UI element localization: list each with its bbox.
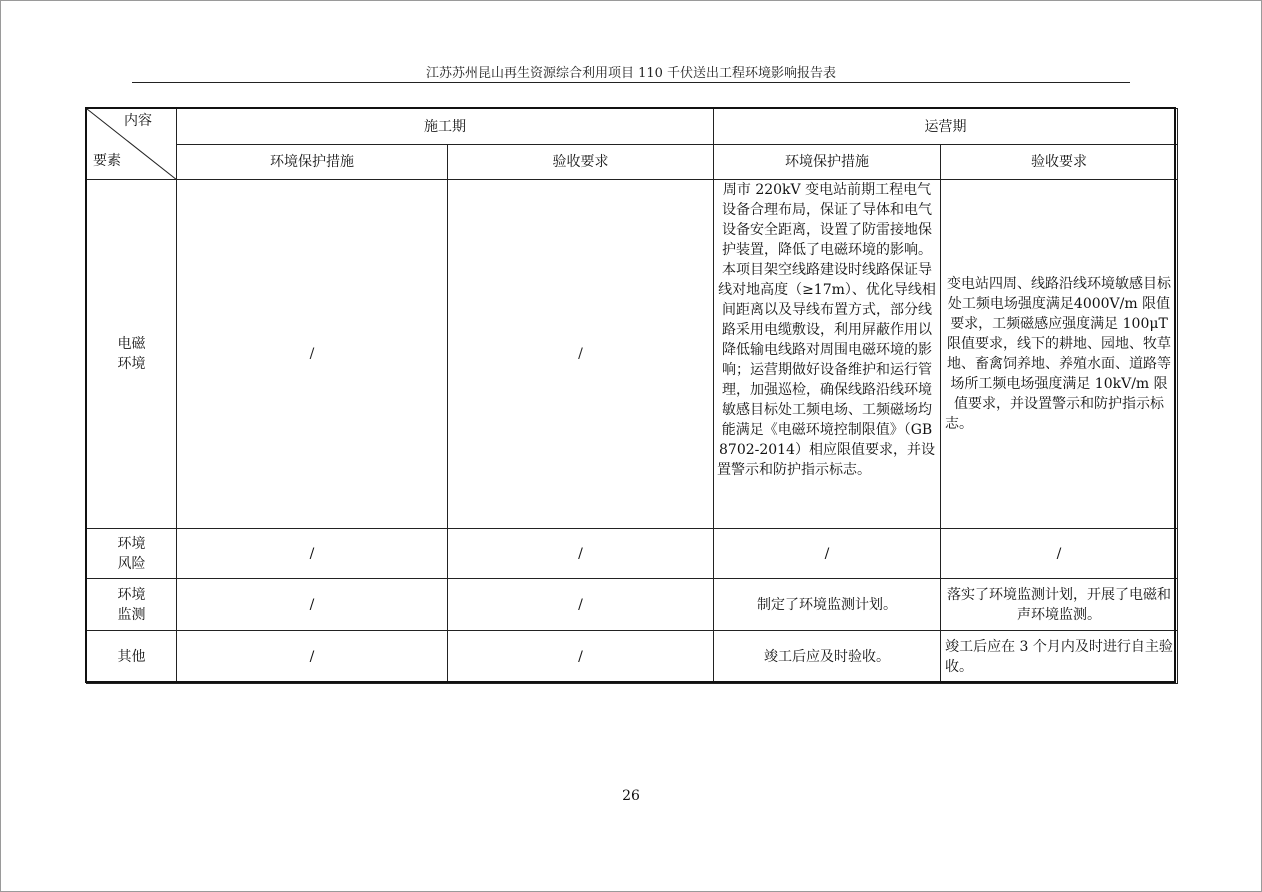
col-header-operation-acceptance: 验收要求 <box>941 145 1178 180</box>
construction-acceptance-cell: / <box>448 579 714 631</box>
factor-label-line1: 其他 <box>117 649 146 665</box>
factor-label-line2: 监测 <box>117 606 146 623</box>
operation-measures-cell: 周市 220kV 变电站前期工程电气设备合理布局，保证了导体和电气设备安全距离，设置了防雷接地保护装置，降低了电磁环境的影响。本项目架空线路建设时线路保证导线对地高度（≥17m）、优化导线相间距离以及导线布置方式，部分线路采用电缆敷设，利用屏蔽作用以降低输电线路对周围电磁环境的影响；运营期做好设备维护和运行管理，加强巡检，确保线路沿线环境敏感目标处工频电场、工频磁场均能满足《电磁环境控制限值》（GB 8702-2014）相应限值要求，并设置警示和防护指示标志。 <box>714 180 941 529</box>
col-header-operation-measures: 环境保护措施 <box>714 145 941 180</box>
factor-cell <box>87 529 177 579</box>
operation-acceptance-cell: 变电站四周、线路沿线环境敏感目标处工频电场强度满足4000V/m 限值要求，工频磁感应强度满足 100μT 限值要求，线下的耕地、园地、牧草地、畜禽饲养地、养殖水面、道路等场所工频电场强度满足 10kV/m 限值要求，并设置警示和防护指示标志。 <box>941 180 1178 529</box>
factor-label-line1: 环境 <box>117 586 146 603</box>
col-header-construction-measures: 环境保护措施 <box>177 145 448 180</box>
factor-cell <box>87 180 177 529</box>
operation-acceptance-cell: / <box>941 529 1178 579</box>
table-row-other <box>87 631 1178 684</box>
report-header-title: 江苏苏州昆山再生资源综合利用项目 110 千伏送出工程环境影响报告表 <box>425 66 837 81</box>
corner-label-factor: 要素 <box>93 153 121 169</box>
table-row-monitoring <box>87 579 1178 631</box>
construction-acceptance-cell: / <box>448 529 714 579</box>
table-header-row-phase <box>87 109 1178 145</box>
construction-measures-cell: / <box>177 529 448 579</box>
table-header-row-columns <box>87 145 1178 180</box>
header-rule <box>132 82 1130 83</box>
corner-label-content: 内容 <box>124 113 152 129</box>
operation-measures-cell: 竣工后应及时验收。 <box>714 631 941 684</box>
col-header-construction-acceptance: 验收要求 <box>448 145 714 180</box>
factor-label-line2: 风险 <box>117 555 146 572</box>
page-number: 26 <box>622 788 640 804</box>
operation-acceptance-cell: 落实了环境监测计划，开展了电磁和声环境监测。 <box>941 579 1178 631</box>
construction-measures-cell: / <box>177 631 448 684</box>
operation-measures-cell: 制定了环境监测计划。 <box>714 579 941 631</box>
factor-label-line1: 电磁 <box>117 336 146 352</box>
phase-construction-header: 施工期 <box>177 109 714 145</box>
factor-label-line1: 环境 <box>117 535 146 552</box>
table-row-risk <box>87 529 1178 579</box>
factor-label-line2: 环境 <box>117 356 146 372</box>
construction-measures-cell: / <box>177 180 448 529</box>
factor-cell <box>87 631 177 684</box>
construction-acceptance-cell: / <box>448 631 714 684</box>
factor-cell <box>87 579 177 631</box>
phase-operation-header: 运营期 <box>714 109 1178 145</box>
operation-acceptance-cell: 竣工后应在 3 个月内及时进行自主验收。 <box>941 631 1178 684</box>
corner-header-cell <box>87 109 177 180</box>
table-row-electromagnetic <box>87 180 1178 529</box>
acceptance-table <box>86 108 1178 684</box>
construction-acceptance-cell: / <box>448 180 714 529</box>
operation-measures-cell: / <box>714 529 941 579</box>
construction-measures-cell: / <box>177 579 448 631</box>
